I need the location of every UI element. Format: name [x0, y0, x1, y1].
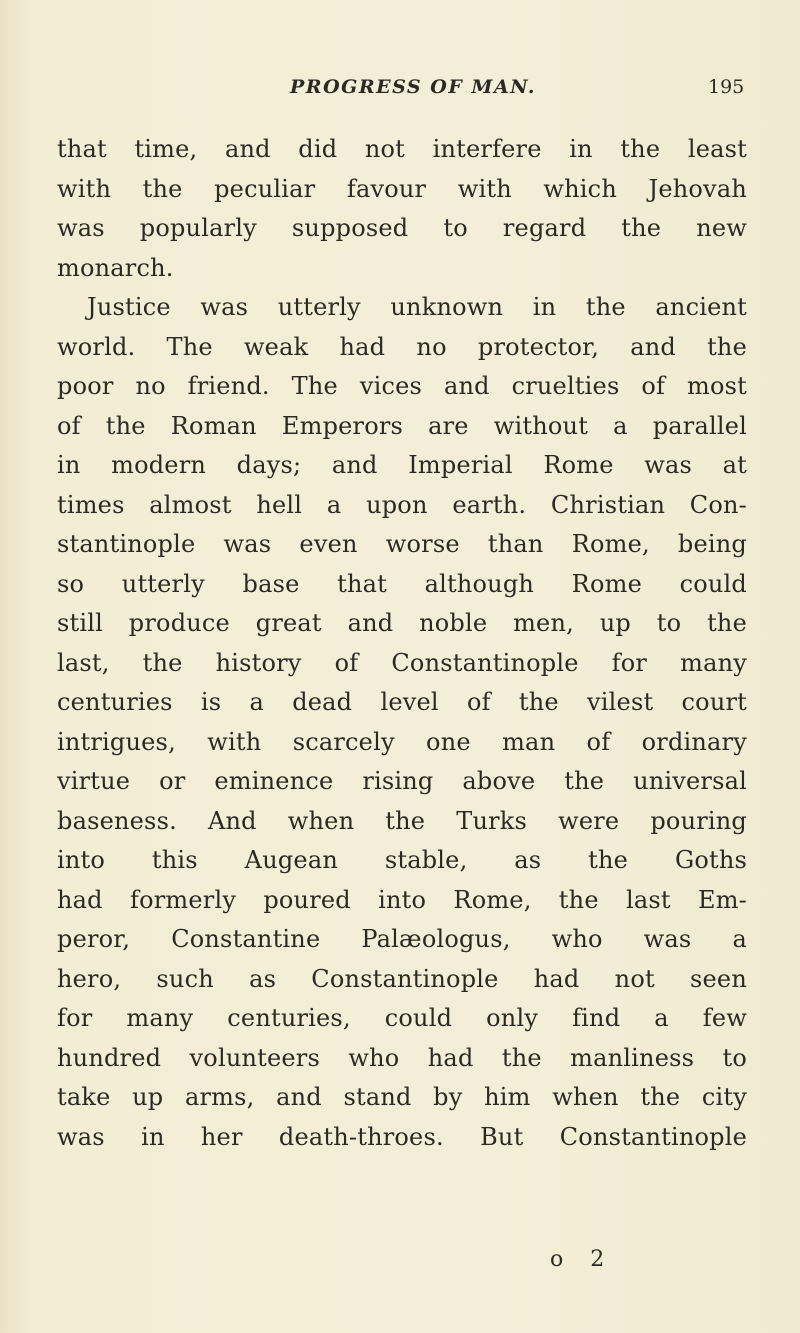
text-line: hero, such as Constantinople had not seen [57, 964, 747, 993]
text-line: hundred volunteers who had the manliness to [57, 1043, 747, 1072]
text-line: world. The weak had no protector, and the [57, 332, 747, 361]
text-line: was popularly supposed to regard the new [57, 214, 747, 242]
text-line: last, the history of Constantinople for many [57, 648, 747, 677]
text-line: take up arms, and stand by him when the city [57, 1083, 747, 1111]
text-line: into this Augean stable, as the Goths [57, 846, 747, 874]
text-line: of the Roman Emperors are without a parallel [57, 411, 747, 440]
text-line: virtue or eminence rising above the universal [57, 767, 747, 795]
running-head [0, 76, 800, 106]
running-title: PROGRESS OF MAN. [290, 76, 536, 98]
text-line: centuries is a dead level of the vilest court [57, 688, 747, 716]
text-line: for many centuries, could only find a few [57, 1004, 747, 1032]
text-line: with the peculiar favour with which Jehovah [57, 174, 747, 203]
body-text [57, 130, 747, 1157]
text-line: intrigues, with scarcely one man of ordinary [57, 727, 747, 756]
text-line: baseness. And when the Turks were pouring [57, 806, 747, 835]
text-line: so utterly base that although Rome could [57, 569, 747, 598]
text-line: that time, and did not interfere in the least [57, 135, 747, 163]
text-line: was in her death-throes. But Constantinople [57, 1122, 747, 1151]
text-line: monarch. [57, 253, 174, 282]
text-line: peror, Constantine Palæologus, who was a [57, 925, 747, 953]
text-line: had formerly poured into Rome, the last Em- [57, 885, 747, 914]
signature-mark: o 2 [550, 1247, 615, 1272]
text-line: in modern days; and Imperial Rome was at [57, 451, 747, 479]
text-line: stantinople was even worse than Rome, being [57, 530, 747, 558]
text-line: still produce great and noble men, up to the [57, 609, 747, 637]
text-line: Justice was utterly unknown in the ancient [87, 293, 747, 321]
text-line: poor no friend. The vices and cruelties of most [57, 372, 747, 400]
text-line: times almost hell a upon earth. Christian Con- [57, 490, 747, 519]
page-number: 195 [708, 76, 745, 98]
